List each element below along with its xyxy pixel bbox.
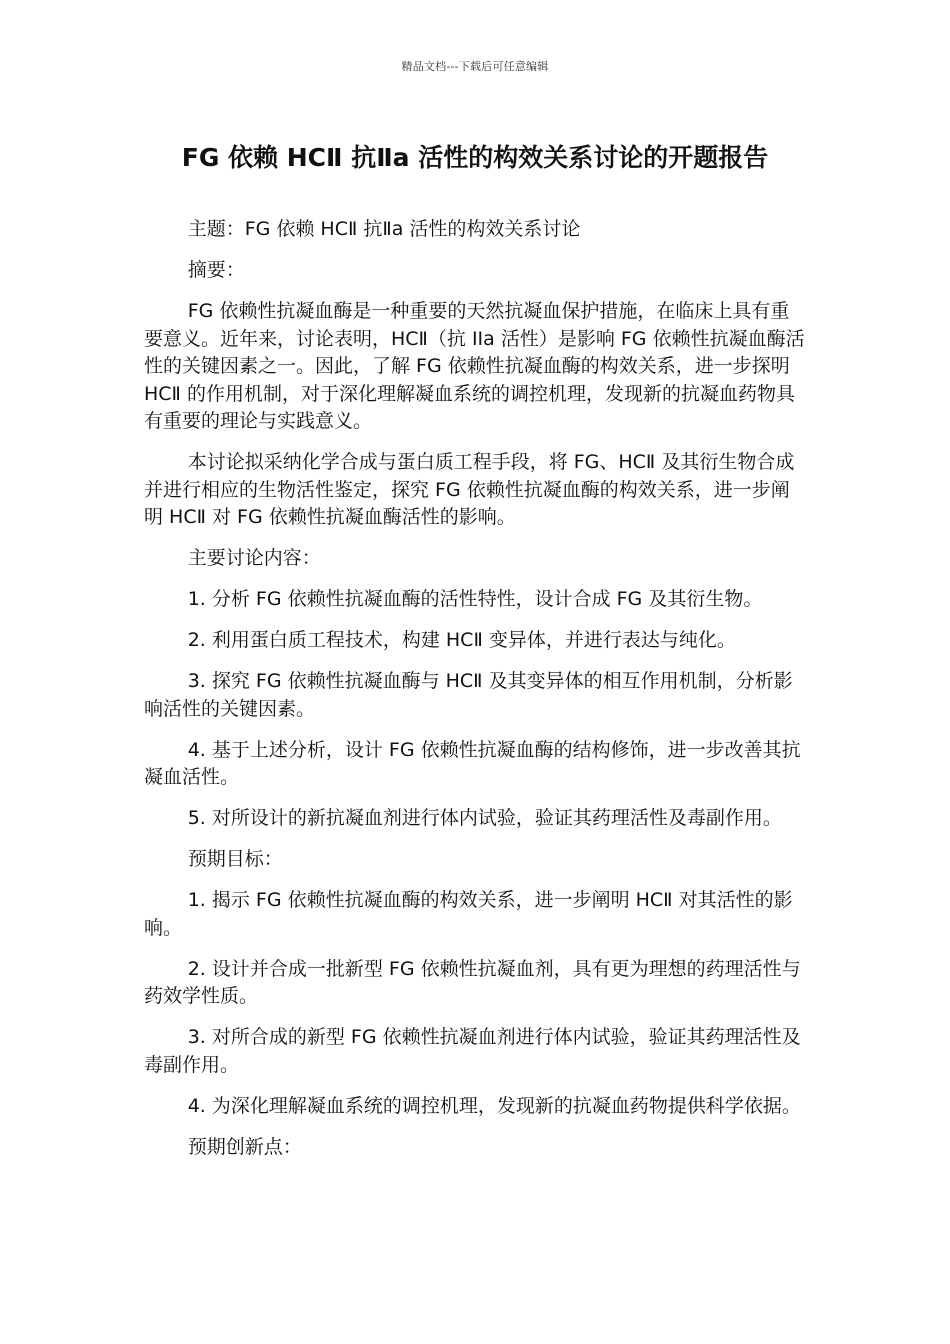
content-item: 3. 探究 FG 依赖性抗凝血酶与 HCⅡ 及其变异体的相互作用机制，分析影响活性的关键因素。 [144, 670, 793, 720]
innovation-label: 预期创新点： [187, 1135, 302, 1158]
content-item: 1. 分析 FG 依赖性抗凝血酶的活性特性，设计合成 FG 及其衍生物。 [187, 588, 763, 610]
content-label: 主要讨论内容： [187, 547, 321, 569]
content-item: 2. 利用蛋白质工程技术，构建 HCⅡ 变异体，并进行表达与纯化。 [187, 629, 736, 651]
goals-label: 预期目标： [187, 848, 283, 870]
document-body [144, 216, 808, 1175]
topic-line: 主题：FG 依赖 HCⅡ 抗Ⅱa 活性的构效关系讨论 [187, 218, 581, 240]
goal-item: 2. 设计并合成一批新型 FG 依赖性抗凝血剂，具有更为理想的药理活性与药效学性质。 [144, 957, 801, 1007]
abstract-paragraph: FG 依赖性抗凝血酶是一种重要的天然抗凝血保护措施，在临床上具有重要意义。近年来，讨论表明，HCⅡ（抗 IIa 活性）是影响 FG 依赖性抗凝血酶活性的关键因素之一。因此，了解 FG 依赖性抗凝血酶的构效关系，进一步探明 HCⅡ 的作用机制，对于深化理解凝血系统的调控机理，发现新的抗凝血药物具有重要的理论与实践意义。 [144, 300, 805, 432]
content-item: 5. 对所设计的新抗凝血剂进行体内试验，验证其药理活性及毒副作用。 [187, 807, 782, 829]
document-title: FG 依赖 HCⅡ 抗Ⅱa 活性的构效关系讨论的开题报告 [181, 143, 769, 172]
goal-item: 4. 为深化理解凝血系统的调控机理，发现新的抗凝血药物提供科学依据。 [187, 1094, 801, 1117]
header-note: 精品文档---下载后可任意编辑 [401, 60, 549, 73]
goal-item: 1. 揭示 FG 依赖性抗凝血酶的构效关系，进一步阐明 HCⅡ 对其活性的影响。 [144, 889, 793, 939]
abstract-paragraph: 本讨论拟采纳化学合成与蛋白质工程手段，将 FG、HCⅡ 及其衍生物合成并进行相应的生物活性鉴定，探究 FG 依赖性抗凝血酶的构效关系，进一步阐明 HCⅡ 对 FG 依赖性抗凝血酶活性的影响。 [144, 451, 795, 528]
abstract-label: 摘要： [187, 259, 245, 281]
goal-item: 3. 对所合成的新型 FG 依赖性抗凝血剂进行体内试验，验证其药理活性及毒副作用。 [144, 1026, 801, 1076]
content-item: 4. 基于上述分析，设计 FG 依赖性抗凝血酶的结构修饰，进一步改善其抗凝血活性。 [144, 738, 801, 788]
